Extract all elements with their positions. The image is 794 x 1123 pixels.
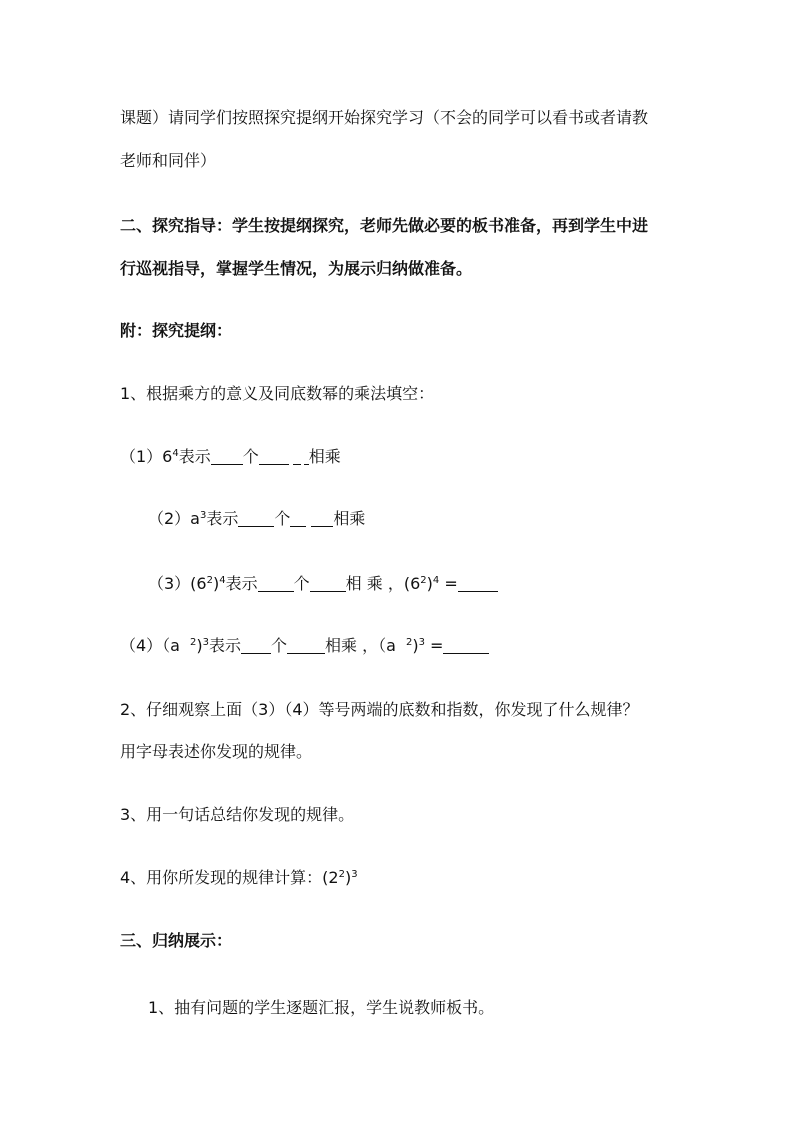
outline-heading: 附：探究提纲： [120, 321, 233, 340]
part-3-represents: 表示 [225, 574, 258, 593]
part-1-count-blank[interactable] [211, 448, 243, 465]
part-1-ge: 个 [242, 447, 259, 466]
intro-line-1: 课题）请同学们按照探究提纲开始探究学习（不会的同学可以看书或者请教 [120, 108, 649, 127]
question-1-part-1 [120, 445, 341, 469]
part-2-factor-blank-2[interactable] [311, 510, 333, 527]
part-4-expr-inner-exponent: 2 [405, 637, 413, 648]
part-3-base: （3）(6 [148, 574, 207, 593]
question-1-part-3 [148, 572, 498, 596]
part-4-ge: 个 [271, 636, 288, 655]
part-4-inner-exponent: 2 [190, 637, 197, 648]
part-3-count-blank[interactable] [258, 575, 294, 592]
part-4-expr-outer-exponent: 3 [418, 637, 425, 648]
part-3-expr-inner-exponent: 2 [420, 575, 427, 586]
question-2-line-2: 用字母表述你发现的规律。 [120, 742, 313, 761]
part-4-factor-blank[interactable] [287, 637, 325, 654]
question-4-outer-exponent: 3 [351, 869, 358, 880]
part-4-multiply: 相乘 ， [325, 636, 379, 655]
section-3-heading: 三、归纳展示： [120, 931, 233, 950]
part-4-outer-exponent: 3 [202, 637, 209, 648]
part-2-multiply: 相乘 [333, 509, 366, 528]
part-3-result-blank[interactable] [458, 575, 498, 592]
question-4-close-paren: ) [344, 868, 352, 887]
part-1-multiply: 相乘 [308, 447, 341, 466]
part-4-close-paren: ) [196, 636, 203, 655]
part-4-represents: 表示 [209, 636, 242, 655]
part-3-expr-outer-exponent: 4 [432, 575, 440, 586]
part-1-factor-blank-2[interactable] [293, 448, 301, 465]
question-4 [120, 866, 358, 890]
part-2-count-blank[interactable] [238, 510, 274, 527]
part-2-ge: 个 [274, 509, 291, 528]
part-3-ge: 个 [293, 574, 310, 593]
part-3-expr-base: (6 [403, 574, 421, 593]
part-3-expr-close-paren: ) [426, 574, 433, 593]
part-2-base: （2）a [148, 509, 200, 528]
question-4-text: 4、用你所发现的规律计算：(2 [120, 868, 339, 887]
part-4-equals: = [424, 636, 444, 655]
part-1-factor-blank[interactable] [259, 448, 289, 465]
part-3-inner-exponent: 2 [206, 575, 213, 586]
part-4-base: （4）（a [120, 636, 180, 655]
part-4-expr-close-paren: ) [412, 636, 419, 655]
part-2-factor-blank[interactable] [290, 510, 306, 527]
part-1-base: （1）6 [120, 447, 173, 466]
question-4-inner-exponent: 2 [338, 869, 345, 880]
part-3-factor-blank[interactable] [310, 575, 346, 592]
intro-line-2: 老师和同伴） [120, 151, 217, 170]
question-1-part-4 [120, 634, 489, 658]
question-1-part-2 [148, 507, 365, 531]
part-1-represents: 表示 [178, 447, 211, 466]
section-2-heading-line-2: 行巡视指导，掌握学生情况，为展示归纳做准备。 [120, 259, 473, 278]
section-2-heading-line-1: 二、探究指导：学生按提纲探究，老师先做必要的板书准备，再到学生中进 [120, 216, 649, 235]
part-3-equals: = [439, 574, 458, 593]
question-3: 3、用一句话总结你发现的规律。 [120, 805, 355, 824]
part-2-represents: 表示 [206, 509, 239, 528]
part-3-outer-exponent: 4 [219, 575, 226, 586]
part-4-result-blank[interactable] [443, 637, 489, 654]
question-2-line-1: 2、仔细观察上面（3）（4）等号两端的底数和指数，你发现了什么规律？ [120, 700, 639, 719]
part-3-close-paren: ) [212, 574, 220, 593]
part-1-exponent: 4 [172, 448, 179, 459]
question-1: 1、根据乘方的意义及同底数幂的乘法填空： [120, 384, 435, 403]
part-3-multiply: 相 乘 ， [345, 574, 404, 593]
section-3-item-1: 1、抽有问题的学生逐题汇报，学生说教师板书。 [148, 998, 495, 1017]
part-2-exponent: 3 [200, 510, 207, 521]
part-4-count-blank[interactable] [241, 637, 271, 654]
part-4-expr-base: （a [378, 636, 396, 655]
